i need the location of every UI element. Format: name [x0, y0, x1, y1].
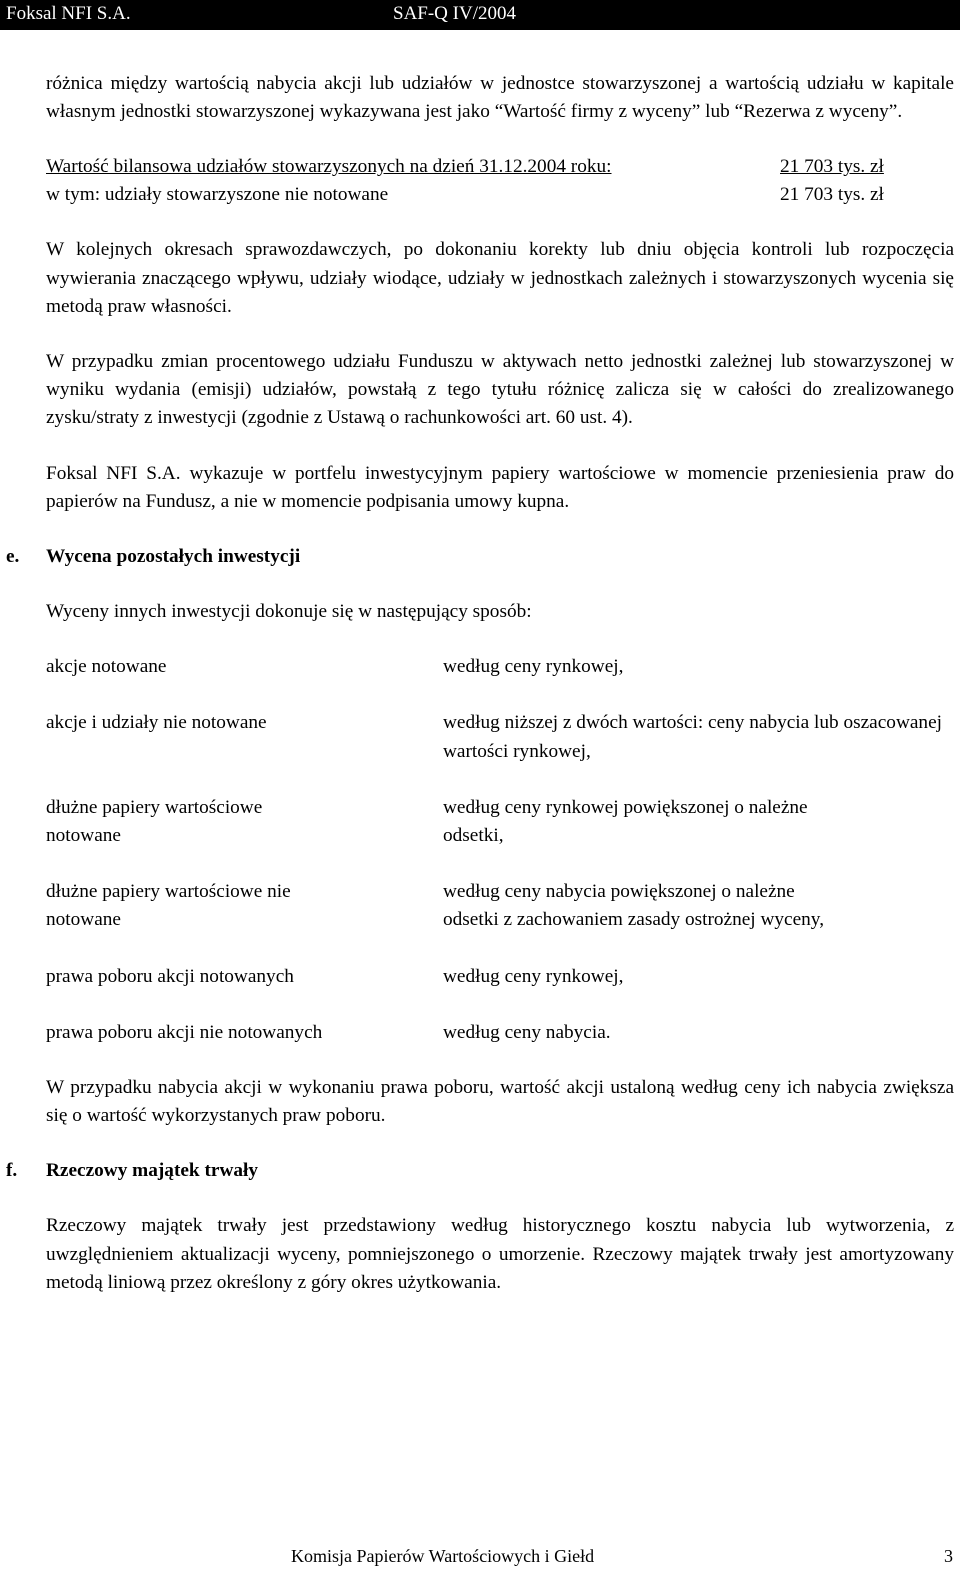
section-f-body: Rzeczowy majątek trwały jest przedstawiony według historycznego kosztu nabycia lub wytworzenia, z uwzględnieniem aktualizacji wyceny, pomniejszonego o umorzenie. Rzeczowy majątek trwały jest amortyzowany metodą liniową przez określony z góry okres użytkowania. [46, 1215, 954, 1293]
rule-row [46, 963, 954, 991]
section-f-heading [6, 1157, 954, 1185]
rule-asset: prawa poboru akcji nie notowanych [46, 1021, 323, 1043]
rule-method: według niższej z dwóch wartości: ceny nabycia lub oszacowanej wartości rynkowej, [443, 712, 942, 762]
page-number: 3 [944, 1546, 953, 1566]
section-f-letter: f. [6, 1160, 18, 1182]
document-body [6, 70, 954, 1297]
unlisted-value: 21 703 tys. zł [780, 184, 884, 206]
rule-row [46, 653, 954, 681]
unlisted-label: w tym: udziały stowarzyszone nie notowane [46, 184, 389, 206]
rule-asset: akcje i udziały nie notowane [46, 712, 267, 734]
rule-method: według ceny rynkowej, [443, 965, 624, 987]
section-e-heading [6, 543, 954, 571]
balance-row [46, 153, 954, 181]
paragraph-share-change: W przypadku zmian procentowego udziału Funduszu w aktywach netto jednostki zależnej lub stowarzyszonej w wyniku wydania (emisji) udziałów, powstałą z tego tytułu różnicę zalicza się w całości do zrealizowanego zysku/straty z inwestycji (zgodnie z Ustawą o rachunkowości art. 60 ust. 4). [46, 351, 954, 429]
rule-method: według ceny rynkowej powiększonej o należne odsetki, [443, 796, 808, 847]
rule-row [46, 794, 954, 850]
valuation-rules [46, 653, 954, 1047]
balance-values [46, 153, 954, 209]
unlisted-row [46, 181, 954, 209]
rule-method: według ceny nabycia. [443, 1021, 611, 1043]
paragraph-goodwill: różnica między wartością nabycia akcji lub udziałów w jednostce stowarzyszonej a wartością udziału w kapitale własnym jednostki stowarzyszonej wykazywana jest jako “Wartość firmy z wyceny” lub “Rezerwa z wyceny”. [46, 73, 954, 123]
header-company: Foksal NFI S.A. [6, 3, 131, 24]
section-e-closing: W przypadku nabycia akcji w wykonaniu prawa poboru, wartość akcji ustaloną według ceny ich nabycia zwiększa się o wartość wykorzystanych praw poboru. [46, 1077, 954, 1127]
paragraph-portfolio: Foksal NFI S.A. wykazuje w portfelu inwestycyjnym papiery wartościowe w momencie przeniesienia praw do papierów na Fundusz, a nie w momencie podpisania umowy kupna. [46, 462, 954, 512]
section-f-title: Rzeczowy majątek trwały [46, 1160, 259, 1182]
section-e-letter: e. [6, 546, 20, 568]
section-e-title: Wycena pozostałych inwestycji [46, 546, 301, 568]
rule-asset: prawa poboru akcji notowanych [46, 965, 294, 987]
rule-row [46, 1019, 954, 1047]
header-report-id: SAF-Q IV/2004 [393, 3, 516, 24]
rule-asset: dłużne papiery wartościowe notowane [46, 796, 263, 847]
rule-asset: akcje notowane [46, 656, 167, 678]
balance-label: Wartość bilansowa udziałów stowarzyszonych na dzień 31.12.2004 roku: [46, 156, 612, 178]
paragraph-equity-method: W kolejnych okresach sprawozdawczych, po dokonaniu korekty lub dniu objęcia kontroli lub rozpoczęcia wywierania znaczącego wpływu, udziały wiodące, udziały w jednostkach zależnych i stowarzyszonych wycenia się metodą praw własności. [46, 239, 954, 317]
rule-row [46, 878, 954, 934]
balance-value: 21 703 tys. zł [780, 156, 884, 178]
rule-asset: dłużne papiery wartościowe nie notowane [46, 881, 291, 931]
page-footer [0, 1546, 960, 1574]
page-header [0, 0, 960, 30]
section-e-intro: Wyceny innych inwestycji dokonuje się w następujący sposób: [46, 601, 532, 623]
rule-method: według ceny nabycia powiększonej o należne odsetki z zachowaniem zasady ostrożnej wyceny, [443, 881, 825, 931]
rule-row [46, 709, 954, 765]
footer-organization: Komisja Papierów Wartościowych i Giełd [291, 1546, 595, 1566]
rule-method: według ceny rynkowej, [443, 656, 624, 678]
